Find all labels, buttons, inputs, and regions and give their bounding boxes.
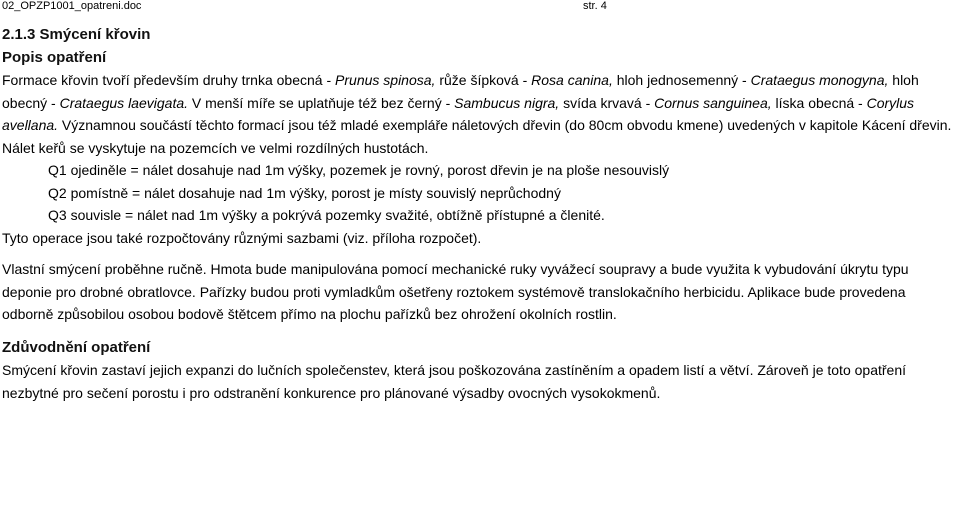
density-item-q1: Q1 ojediněle = nálet dosahuje nad 1m výšky, pozemek je rovný, porost dřevin je na ploše nesouvislý bbox=[48, 162, 670, 178]
density-item-q3: Q3 souvisle = nálet nad 1m výšky a pokrývá pozemky svažité, obtížně přístupné a členité. bbox=[48, 207, 605, 223]
page-number: str. 4 bbox=[583, 0, 607, 12]
description-heading: Popis opatření bbox=[2, 48, 107, 66]
section-title: 2.1.3 Smýcení křovin bbox=[2, 26, 151, 43]
page-header bbox=[2, 0, 958, 13]
document-body bbox=[2, 24, 958, 404]
paragraph-species: Formace křovin tvoří především druhy trnka obecná - Prunus spinosa, růže šípková - Rosa canina, hloh jednosemenný - Crataegus monogyna, hloh obecný - Crataegus laevigata. V menší míře se uplatňuje též bez černý - Sambucus nigra, svída krvavá - Cornus sanguinea, líska obecná - Corylus avellana. Významnou součástí těchto formací jsou též mladé exempláře náletových dřevin (do 80cm obvodu kmene) uvedených v kapitole Kácení dřevin. bbox=[2, 72, 952, 133]
paragraph-justification: Smýcení křovin zastaví jejich expanzi do lučních společenstev, která jsou poškozována zastíněním a opadem listí a větví. Zároveň je toto opatření nezbytné pro sečení porostu i pro odstranění konkurence pro plánované výsadby ovocných vysokokmenů. bbox=[2, 362, 906, 401]
paragraph-procedure: Vlastní smýcení proběhne ručně. Hmota bude manipulována pomocí mechanické ruky vyvážecí soupravy a bude využita k vybudování úkrytu typu deponie pro drobné obratlovce. Pařízky budou proti vymladkům ošetřeny roztokem systémově translokačního herbicidu. Aplikace bude provedena odborně způsobilou osobou bodově štětcem přímo na plochu pařízků bez ohrožení okolních rostlin. bbox=[2, 261, 909, 322]
density-item-q2: Q2 pomístně = nálet dosahuje nad 1m výšky, porost je místy souvislý neprůchodný bbox=[48, 184, 561, 201]
justification-heading: Zdůvodnění opatření bbox=[2, 338, 151, 356]
paragraph-density: Nálet keřů se vyskytuje na pozemcích ve velmi rozdílných hustotách. bbox=[2, 139, 429, 156]
paragraph-budget: Tyto operace jsou také rozpočtovány různými sazbami (viz. příloha rozpočet). bbox=[2, 229, 482, 246]
document-filename: 02_OPZP1001_opatreni.doc bbox=[2, 0, 142, 12]
